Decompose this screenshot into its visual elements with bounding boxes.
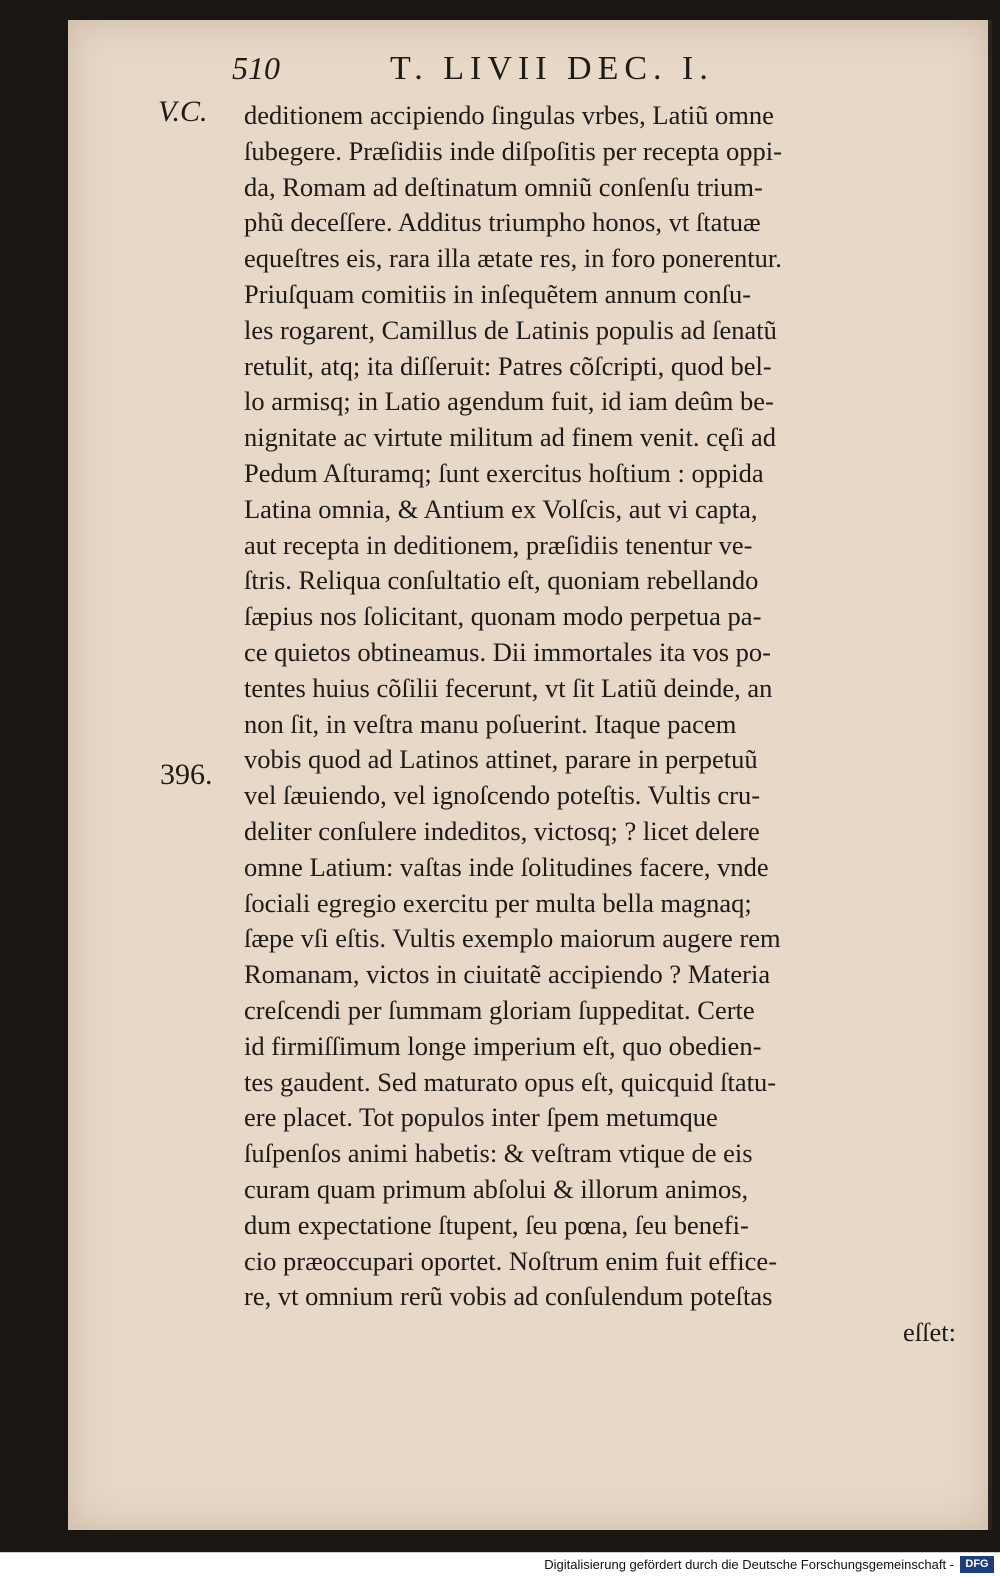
text-line: creſcendi per ſummam gloriam ſuppeditat. Certe — [244, 994, 755, 1025]
page-edge — [988, 20, 992, 1530]
text-line: ſubegere. Præſidiis inde diſpoſitis per recepta oppi- — [244, 135, 782, 166]
text-line: Latina omnia, & Antium ex Volſcis, aut vi capta, — [244, 493, 758, 524]
text-line: Romanam, victos in ciuitatẽ accipiendo ? Materia — [244, 959, 771, 990]
text-line: tes gaudent. Sed maturato opus eſt, quicquid ſtatu- — [244, 1066, 777, 1097]
text-line: dum expectatione ſtupent, ſeu pœna, ſeu benefi- — [244, 1209, 749, 1240]
text-line: vel ſæuiendo, vel ignoſcendo poteſtis. Vultis cru- — [244, 780, 761, 811]
page-header — [232, 50, 812, 90]
page-number: 510 — [232, 50, 280, 86]
text-line: retulit, atq; ita diſſeruit: Patres cõſcripti, quod bel- — [244, 350, 772, 381]
text-line: ſæpe vſi eſtis. Vultis exemplo maiorum augere rem — [244, 923, 781, 954]
digitization-footer — [0, 1552, 1000, 1577]
text-line: Priuſquam comitiis in inſequẽtem annum conſu- — [244, 278, 752, 309]
margin-note-vc: V.C. — [158, 95, 208, 128]
text-line: ſtris. Reliqua conſultatio eſt, quoniam rebellando — [244, 565, 759, 596]
running-head: T. LIVII DEC. I. — [390, 50, 714, 87]
text-line: ere placet. Tot populos inter ſpem metumque — [244, 1102, 718, 1133]
text-line: aut recepta in deditionem, præſidiis tenentur ve- — [244, 529, 753, 560]
text-line: cio præoccupari oportet. Noſtrum enim fuit effice- — [244, 1245, 778, 1276]
text-line: tentes huius cõſilii fecerunt, vt ſit Latiũ deinde, an — [244, 672, 773, 703]
text-line: ce quietos obtineamus. Dii immortales ita vos po- — [244, 636, 771, 667]
text-line: vobis quod ad Latinos attinet, parare in perpetuũ — [244, 744, 758, 775]
text-line: id firmiſſimum longe imperium eſt, quo obedien- — [244, 1030, 762, 1061]
text-line: lo armisq; in Latio agendum fuit, id iam deûm be- — [244, 386, 774, 417]
text-line: ſæpius nos ſolicitant, quonam modo perpetua pa- — [244, 601, 762, 632]
dfg-logo: DFG — [960, 1556, 994, 1573]
margin-note-year: 396. — [160, 758, 213, 791]
text-line: ſuſpenſos animi habetis: & veſtram vtique de eis — [244, 1138, 753, 1169]
text-line: ſociali egregio exercitu per multa bella magnaq; — [244, 887, 752, 918]
text-line: Pedum Aſturamq; ſunt exercitus hoſtium : oppida — [244, 457, 764, 488]
catchword: eſſet: — [903, 1317, 956, 1348]
body-text — [244, 98, 956, 1351]
text-line: non ſit, in veſtra manu poſuerint. Itaque pacem — [244, 708, 737, 739]
text-line: equeſtres eis, rara illa ætate res, in foro ponerentur. — [244, 243, 782, 274]
text-line: re, vt omnium rerũ vobis ad conſulendum poteſtas — [244, 1281, 773, 1312]
funding-credit: Digitalisierung gefördert durch die Deutsche Forschungsgemeinschaft - — [544, 1557, 954, 1572]
text-line: les rogarent, Camillus de Latinis populis ad ſenatũ — [244, 314, 777, 345]
text-line: nignitate ac virtute militum ad finem venit. cęſi ad — [244, 422, 777, 453]
text-line: omne Latium: vaſtas inde ſolitudines facere, vnde — [244, 851, 769, 882]
text-line: da, Romam ad deſtinatum omniũ conſenſu trium- — [244, 171, 763, 202]
text-line: deliter conſulere indeditos, victosq; ? licet delere — [244, 815, 760, 846]
text-line: phũ deceſſere. Additus triumpho honos, vt ſtatuæ — [244, 207, 761, 238]
text-line: deditionem accipiendo ſingulas vrbes, Latiũ omne — [244, 100, 774, 130]
text-line: curam quam primum abſolui & illorum animos, — [244, 1173, 749, 1204]
